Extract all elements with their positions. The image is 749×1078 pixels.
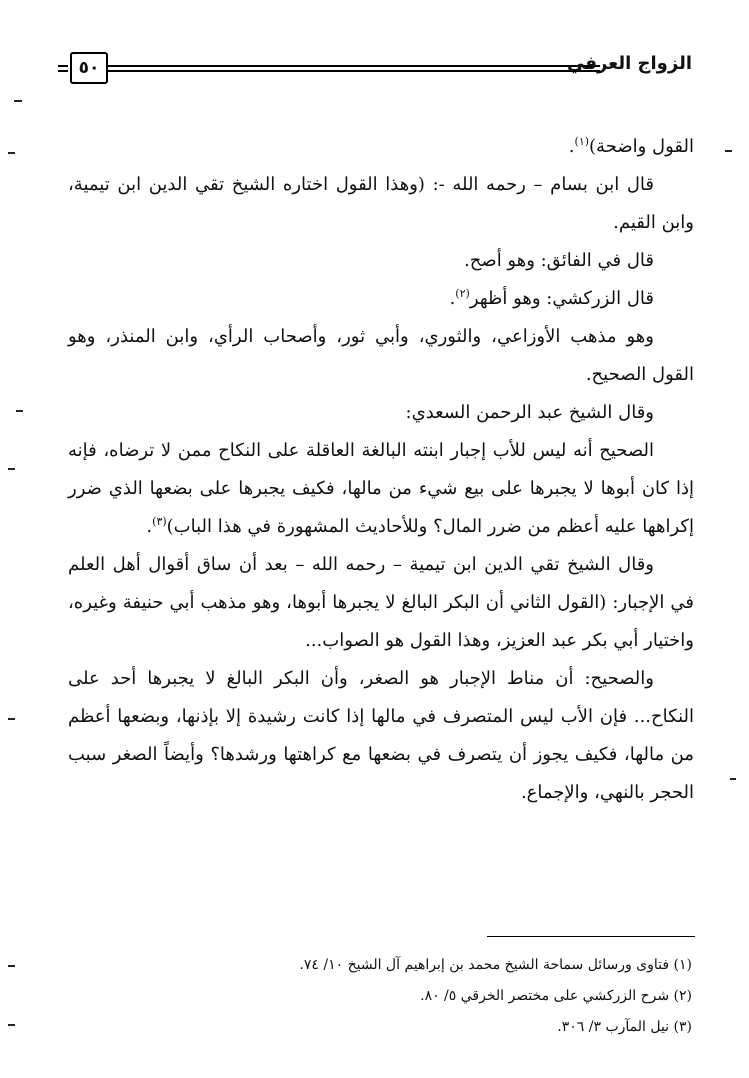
paragraph-7: الصحيح أنه ليس للأب إجبار ابنته البالغة العاقلة على النكاح ممن لا ترضاه، فإنه إذا كان أبوها لا يجبرها على بيع شيء من مالها، فكيف يجبرها على بضعها الذي ضرر إكراهها عليه أعظم من ضرر المال؟ وللأحاديث المشهورة في هذا الباب)$^{(٣)}$. [68, 440, 694, 537]
margin-mark [730, 778, 736, 780]
footnotes [80, 950, 692, 1043]
book-title: الزواج العرفي [566, 53, 692, 74]
body-text [68, 128, 694, 812]
footnote-2: (٢) شرح الزركشي على مختصر الخرقي ٥/ ٨٠. [420, 988, 692, 1004]
paragraph-3: قال في الفائق: وهو أصح. [464, 250, 654, 271]
margin-mark [8, 152, 15, 154]
margin-mark [8, 1024, 15, 1026]
footnote-separator [487, 936, 695, 937]
footnote-3: (٣) نيل المآرب ٣/ ٣٠٦. [557, 1019, 692, 1035]
paragraph-8: وقال الشيخ تقي الدين ابن تيمية – رحمه الله – بعد أن ساق أقوال أهل العلم في الإجبار: (القول الثاني أن البكر البالغ لا يجبرها أبوها، وهو مذهب أبي حنيفة وغيره، واختيار أبي بكر عبد العزيز، وهذا القول هو الصواب... [68, 554, 694, 651]
margin-mark [725, 150, 732, 152]
paragraph-6: وقال الشيخ عبد الرحمن السعدي: [405, 402, 654, 423]
paragraph-1: القول واضحة)$^{(١)}$. [568, 135, 694, 157]
header-rule [108, 65, 600, 72]
margin-mark [8, 965, 15, 967]
margin-mark [14, 100, 22, 102]
footnote-ref-3: (٣) [152, 515, 167, 528]
footnote-ref-2: (٢) [455, 287, 470, 300]
margin-mark [16, 410, 23, 412]
paragraph-2: قال ابن بسام – رحمه الله -: (وهذا القول اختاره الشيخ تقي الدين ابن تيمية، وابن القيم. [68, 174, 694, 233]
footnote-1: (١) فتاوى ورسائل سماحة الشيخ محمد بن إبراهيم آل الشيخ ١٠/ ٧٤. [299, 957, 692, 973]
page-header [70, 52, 692, 88]
margin-mark [8, 718, 15, 720]
paragraph-9: والصحيح: أن مناط الإجبار هو الصغر، وأن البكر البالغ لا يجبرها أحد على النكاح... فإن الأب ليس المتصرف في مالها إذا كانت رشيدة إلا بإذنها، وبضعها أعظم من مالها، فكيف يجوز أن يتصرف في بضعها مع كراهتها ورشدها؟ وأيضاً الصغر سبب الحجر بالنهي، والإجماع. [68, 668, 694, 803]
paragraph-4: قال الزركشي: وهو أظهر$^{(٢)}$. [449, 287, 654, 309]
header-rule-left [58, 65, 68, 72]
page-number: ٥٠ [70, 52, 108, 84]
paragraph-5: وهو مذهب الأوزاعي، والثوري، وأبي ثور، وأصحاب الرأي، وابن المنذر، وهو القول الصحيح. [68, 326, 694, 385]
margin-mark [8, 468, 15, 470]
footnote-ref-1: (١) [574, 135, 590, 148]
